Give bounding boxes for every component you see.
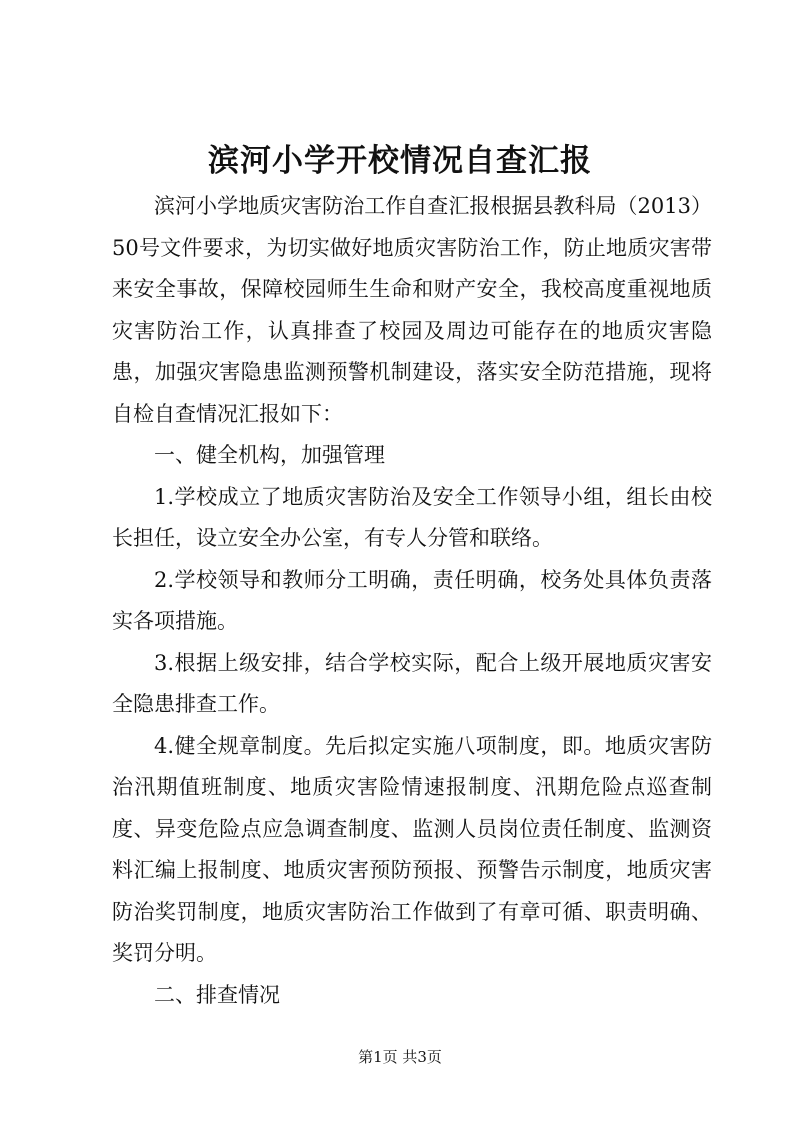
intro-paragraph: 滨河小学地质灾害防治工作自查汇报根据县教科局（2013）50号文件要求，为切实做好地质灾害防治工作，防止地质灾害带来安全事故，保障校园师生生命和财产安全，我校高度重视地质灾害防治工作，认真排查了校园及周边可能存在的地质灾害隐患，加强灾害隐患监测预警机制建设，落实安全防范措施，现将自检自查情况汇报如下： — [112, 194, 712, 426]
item-paragraph-4: 4.健全规章制度。先后拟定实施八项制度，即。地质灾害防治汛期值班制度、地质灾害险情速报制度、汛期危险点巡查制度、异变危险点应急调查制度、监测人员岗位责任制度、监测资料汇编上报制度、地质灾害预防预报、预警告示制度，地质灾害防治奖罚制度，地质灾害防治工作做到了有章可循、职责明确、奖罚分明。 — [112, 733, 712, 965]
section-heading-1: 一、健全机构，加强管理 — [154, 443, 385, 467]
item-paragraph-3: 3.根据上级安排，结合学校实际，配合上级开展地质灾害安全隐患排查工作。 — [112, 650, 712, 716]
document-body — [112, 186, 712, 1016]
document-title: 滨河小学开校情况自查汇报 — [208, 143, 592, 179]
section-heading-2: 二、排查情况 — [154, 982, 280, 1007]
item-paragraph-2: 2.学校领导和教师分工明确，责任明确，校务处具体负责落实各项措施。 — [112, 567, 712, 633]
item-paragraph-1: 1.学校成立了地质灾害防治及安全工作领导小组，组长由校长担任，设立安全办公室，有专人分管和联络。 — [112, 484, 712, 550]
page-footer: 第1页 共3页 — [358, 1048, 442, 1066]
